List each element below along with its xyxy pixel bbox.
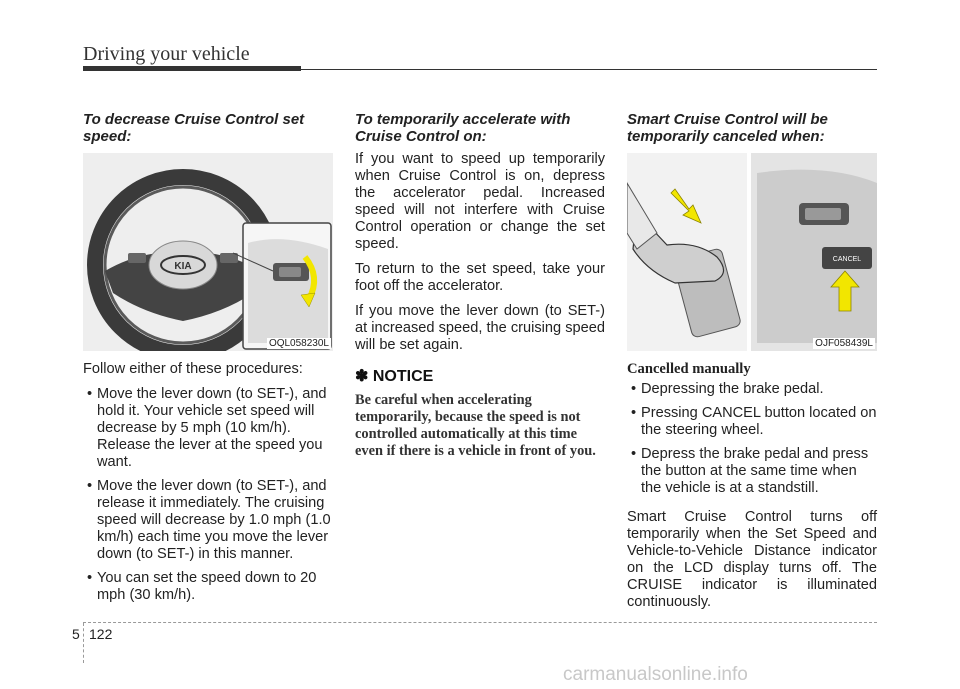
- list-item: • Move the lever down (to SET-), and release it immediately. The cruising speed will decrease by 1.0 mph (1.0 km/h) each time you move the lever down (to SET-) in this manner.: [87, 478, 331, 562]
- column-decrease-speed: [83, 111, 333, 611]
- paragraph: To return to the set speed, take your foot off the accelerator.: [355, 261, 605, 294]
- cancel-conditions-list: [627, 381, 877, 497]
- notice-title: NOTICE: [372, 368, 434, 385]
- page-header-title: Driving your vehicle: [83, 43, 250, 65]
- watermark: carmanualsonline.info: [563, 664, 748, 685]
- figure-code: OQL058230L: [268, 338, 329, 349]
- figure-code: OJF058439L: [815, 338, 873, 349]
- column-temporary-accelerate: [355, 111, 605, 460]
- svg-text:KIA: KIA: [174, 261, 192, 272]
- section-heading: Smart Cruise Control will be temporarily canceled when:: [627, 111, 828, 145]
- list-item: • You can set the speed down to 20 mph (30 km/h).: [87, 570, 317, 603]
- section-heading: To decrease Cruise Control set speed:: [83, 111, 305, 145]
- list-item: • Depressing the brake pedal.: [631, 381, 824, 397]
- steering-wheel-illustration: [83, 153, 333, 351]
- header-bar: [83, 66, 301, 71]
- header-rule: [301, 69, 877, 70]
- cancel-button-label: CANCEL: [832, 256, 862, 263]
- notice-star-icon: ✽: [355, 368, 369, 385]
- notice-body: Be careful when accelerating temporarily, because the speed is not controlled automatically at this time even if there is a vehicle in front of you.: [355, 392, 596, 459]
- subheading: Cancelled manually: [627, 361, 751, 377]
- cancel-figure: [627, 153, 877, 351]
- procedure-list: [83, 386, 333, 604]
- chapter-number: 5: [72, 626, 80, 642]
- intro-text: Follow either of these procedures:: [83, 361, 303, 377]
- page-number: 122: [89, 626, 113, 642]
- section-heading: To temporarily accelerate with Cruise Control on:: [355, 111, 571, 145]
- column-smart-cruise-cancel: [627, 111, 877, 619]
- paragraph: If you want to speed up temporarily when Cruise Control is on, depress the accelerator pedal. Increased speed will not interfere with Cruise Control operation or change the set speed.: [355, 151, 605, 252]
- notice-heading: [355, 366, 605, 386]
- footer-rule: [83, 622, 877, 623]
- footer-divider: [83, 623, 84, 663]
- paragraph: Smart Cruise Control turns off temporarily when the Set Speed and Vehicle-to-Vehicle Distance indicator on the LCD display turns off. The CRUISE indicator is illuminated continuously.: [627, 509, 877, 610]
- steering-wheel-figure: [83, 153, 333, 351]
- brake-cancel-illustration: [627, 153, 877, 351]
- list-item: • Pressing CANCEL button located on the steering wheel.: [631, 405, 877, 438]
- list-item: • Move the lever down (to SET-), and hold it. Your vehicle set speed will decrease by 5 mph (10 km/h). Release the lever at the speed you want.: [87, 386, 327, 470]
- paragraph: If you move the lever down (to SET-) at increased speed, the cruising speed will be set again.: [355, 303, 605, 353]
- list-item: • Depress the brake pedal and press the button at the same time when the vehicle is at a standstill.: [631, 446, 869, 496]
